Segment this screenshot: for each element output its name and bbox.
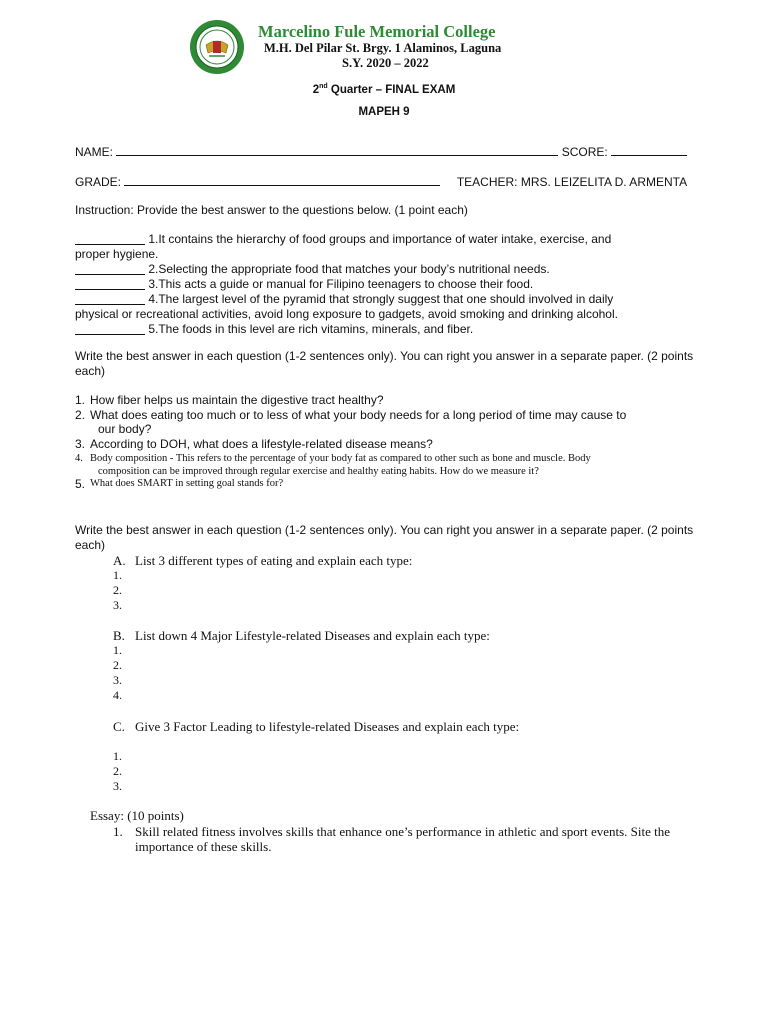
question-list	[75, 393, 675, 491]
answer-blank[interactable]	[75, 232, 145, 245]
exam-subject: MAPEH 9	[358, 106, 410, 118]
list-item: 3.	[113, 673, 122, 687]
answer-blank[interactable]	[75, 322, 145, 335]
section-a-title: A. List 3 different types of eating and explain each type:	[113, 553, 413, 568]
list-item: composition can be improved through regular exercise and healthy eating habits. How do we measure it?	[98, 465, 539, 477]
school-seal-logo	[189, 19, 245, 75]
list-item: 2.	[113, 764, 122, 778]
part3-instruction: Write the best answer in each question (1-2 sentences only). You can right you answer in a separate paper. (2 points each)	[75, 523, 694, 552]
list-item: 3.	[113, 779, 122, 793]
list-item: 2. What does eating too much or to less of what your body needs for a long period of time may cause to	[75, 407, 627, 422]
school-year: S.Y. 2020 – 2022	[342, 56, 429, 70]
score-blank[interactable]	[611, 144, 687, 156]
name-field[interactable]: NAME: SCORE:	[75, 144, 687, 159]
list-item: 3.	[113, 598, 122, 612]
part2-instruction: Write the best answer in each question (1-2 sentences only). You can right you answer in a separate paper. (2 points each)	[75, 349, 694, 378]
essay-question: 1. Skill related fitness involves skills that enhance one’s performance in athletic and sport events. Site the importance of these skills.	[113, 824, 671, 854]
list-item: 4.	[113, 688, 122, 702]
grade-field[interactable]: GRADE: TEACHER: MRS. LEIZELITA D. ARMENTA	[75, 175, 688, 189]
answer-blank[interactable]	[75, 292, 145, 305]
list-item: 3. According to DOH, what does a lifestyle-related disease means?	[75, 436, 433, 451]
name-blank[interactable]	[116, 144, 558, 156]
list-item: 1. How fiber helps us maintain the digestive tract healthy?	[75, 393, 384, 407]
exam-title: 2nd Quarter – FINAL EXAM	[312, 83, 456, 96]
list-item: 5. What does SMART in setting goal stands for?	[75, 477, 284, 491]
list-item: 2.	[113, 583, 122, 597]
teacher-label: TEACHER: MRS. LEIZELITA D. ARMENTA	[456, 175, 688, 189]
section-b-title: B. List down 4 Major Lifestyle-related Diseases and explain each type:	[113, 628, 490, 643]
answer-blank[interactable]	[75, 277, 145, 290]
list-item: 4. Body composition - This refers to the percentage of your body fat as compared to other such as bone and muscle. Body	[75, 453, 591, 464]
answer-blank[interactable]	[75, 262, 145, 275]
list-item: 1.	[113, 749, 122, 763]
list-item: 1.	[113, 643, 122, 657]
part1-instruction: Instruction: Provide the best answer to the questions below. (1 point each)	[75, 203, 468, 217]
section-c-title: C. Give 3 Factor Leading to lifestyle-related Diseases and explain each type:	[113, 719, 520, 734]
school-address: M.H. Del Pilar St. Brgy. 1 Alaminos, Laguna	[264, 41, 502, 55]
list-item: our body?	[98, 422, 152, 436]
essay-heading: Essay: (10 points)	[90, 808, 184, 823]
grade-blank[interactable]	[124, 174, 440, 186]
list-item: 2.	[113, 658, 122, 672]
list-item: 1.	[113, 568, 122, 582]
school-name: Marcelino Fule Memorial College	[258, 22, 496, 41]
list-item: 1.It contains the hierarchy of food groups and importance of water intake, exercise, and proper hygiene. 2.Selecting the appropriate food that matches your body’s nutritional needs. 3.This acts a guide or manual for Filipino teenagers to choose their food. 4.The largest level of the pyramid that strongly suggest that one should involved in daily physical or recreational activities, avoid long exposure to gadgets, avoid smoking and drinking alcohol. 5.The foods in this level are rich vitamins, minerals, and fiber.	[75, 232, 618, 336]
